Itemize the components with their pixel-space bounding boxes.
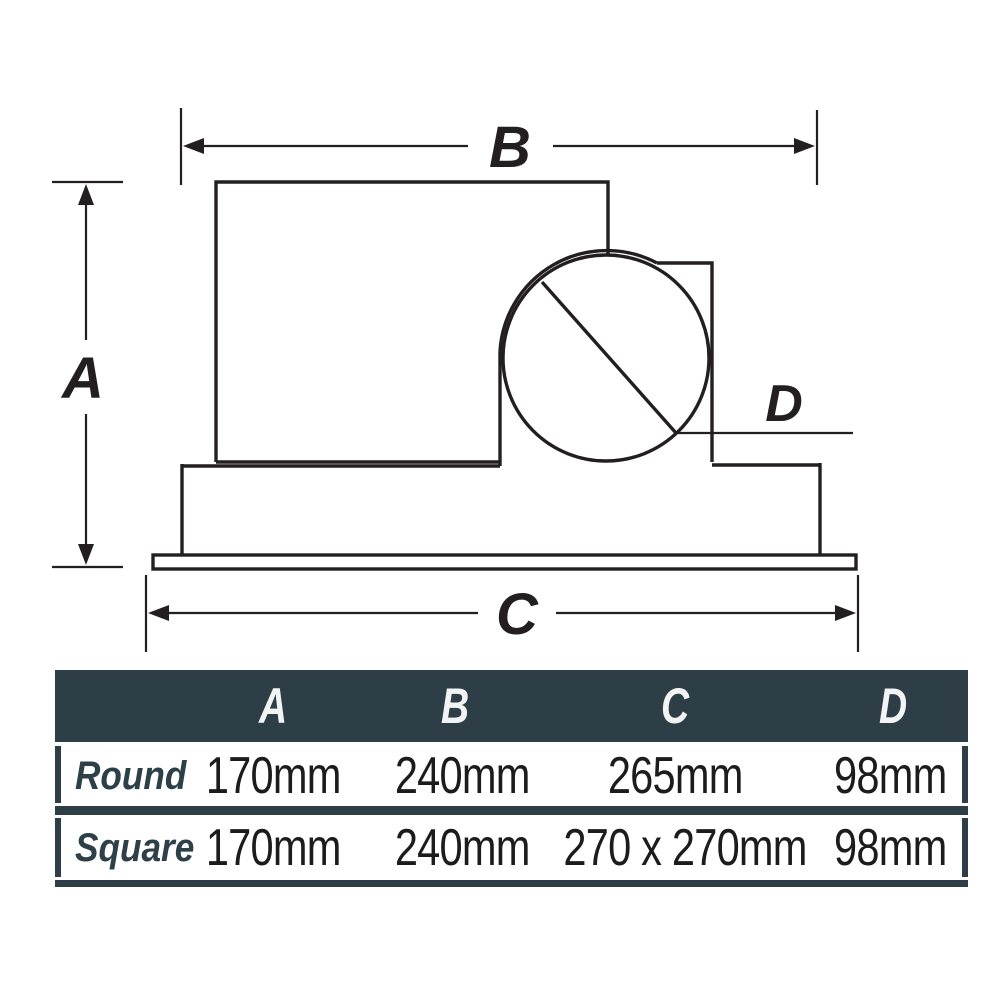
row-separator-band [55, 806, 968, 815]
dim-label-c: C [496, 582, 538, 647]
dimension-b [181, 108, 817, 185]
header-cell-b: B [441, 678, 470, 734]
duct-spigot-circle [503, 255, 709, 461]
square-value-b: 240mm [394, 819, 530, 877]
ceiling-flange-plate [153, 555, 856, 569]
main-housing-outline [216, 182, 608, 462]
c-arrow-right-icon [835, 605, 856, 621]
dimension-c [146, 575, 858, 652]
row-label-square: Square [75, 825, 195, 870]
duct-diagonal-line [542, 282, 676, 433]
a-arrow-down-icon [78, 544, 94, 565]
round-value-b: 240mm [394, 747, 530, 805]
header-cell-a: A [258, 678, 288, 734]
round-value-d: 98mm [833, 747, 947, 805]
b-arrow-left-icon [183, 138, 204, 154]
table-bottom-border [55, 880, 968, 887]
dim-label-d: D [765, 375, 803, 433]
square-value-c: 270 x 270mm [563, 819, 807, 877]
table-row-round [55, 746, 968, 803]
fan-body-outline [153, 182, 856, 569]
scroll-outer-arc [500, 251, 657, 352]
b-arrow-right-icon [794, 138, 815, 154]
header-cell-c: C [661, 678, 690, 734]
dim-label-b: B [489, 115, 531, 180]
dimensions-table [55, 670, 968, 887]
header-cell-d: D [878, 678, 908, 734]
a-arrow-up-icon [78, 184, 94, 205]
table-header-row [55, 670, 968, 742]
square-value-d: 98mm [833, 819, 947, 877]
row-label-round: Round [75, 753, 187, 798]
round-value-c: 265mm [608, 747, 743, 805]
table-row-square [55, 818, 968, 877]
c-arrow-left-icon [148, 605, 169, 621]
dimension-d [676, 375, 853, 433]
dimension-a [52, 182, 123, 567]
dim-label-a: A [62, 346, 104, 411]
round-value-a: 170mm [205, 747, 341, 805]
square-value-a: 170mm [205, 819, 341, 877]
